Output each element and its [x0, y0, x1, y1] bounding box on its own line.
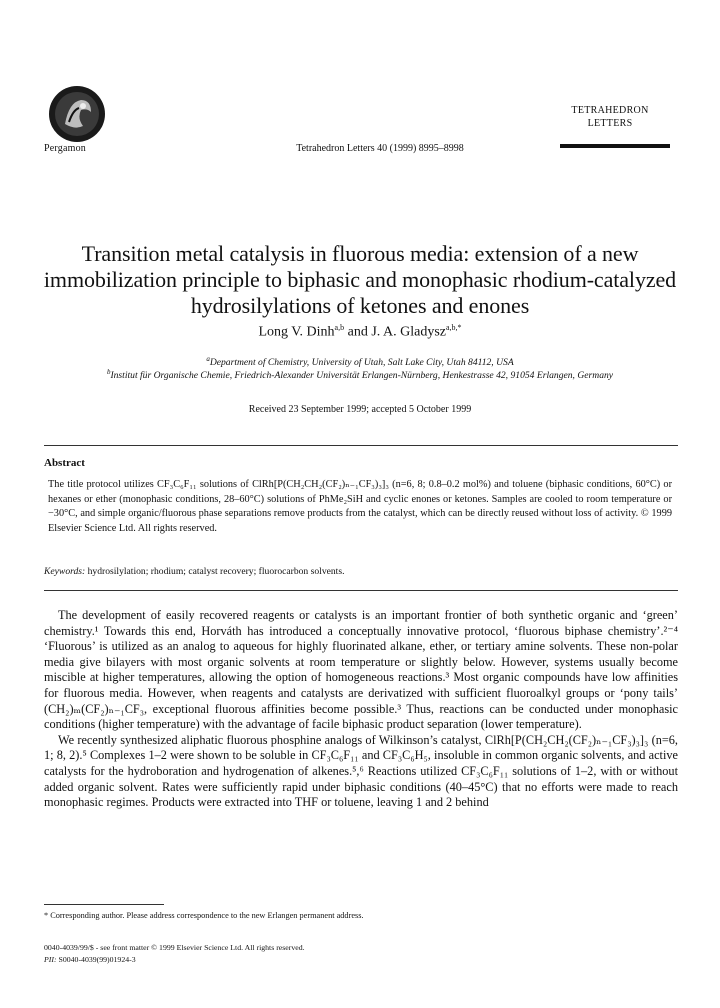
affiliation-marker: a	[206, 355, 210, 363]
journal-citation: Tetrahedron Letters 40 (1999) 8995–8998	[296, 143, 464, 154]
received-dates: Received 23 September 1999; accepted 5 October 1999	[248, 404, 472, 415]
body-paragraph: We recently synthesized aliphatic fluorous phosphine analogs of Wilkinson’s catalyst, ClRh[P(CH₂CH₂(CF₂)ₙ₋₁CF₃)₃]₃ (n=6, 1; 8, 2).⁵ Complexes 1–2 were shown to be soluble in CF₃C₆F₁₁ and CF₃C₆H₅, insoluble in common organic solvents, and active catalysts for the hydroboration and hydrogenation of alkenes.⁵,⁶ Reactions utilized CF₃C₆F₁₁ solutions of 1–2, with or without added organic solvent. Rates were sufficiently rapid under biphasic conditions (40–45°C) that no efforts were made to reach monophasic regimes. Products were extracted into THF or toluene, leaving 1 and 2 behind	[44, 732, 678, 810]
author-list	[0, 323, 720, 341]
issn-line: 0040-4039/99/$ - see front matter © 1999 Elsevier Science Ltd. All rights reserved.	[44, 943, 305, 952]
article-body	[44, 608, 678, 811]
abstract-heading: Abstract	[44, 457, 85, 469]
pii-label: PII:	[44, 954, 57, 964]
abstract-text	[48, 478, 672, 536]
abstract-solvent: CF₃C₆F₁₁	[157, 479, 197, 490]
pii-value: S0040-4039(99)01924-3	[58, 954, 136, 964]
affiliation-b	[30, 366, 690, 382]
keywords-line	[44, 566, 674, 577]
journal-name-line1: TETRAHEDRON	[571, 105, 649, 116]
keywords-text: hydrosilylation; rhodium; catalyst recovery; fluorocarbon solvents.	[87, 566, 345, 577]
abstract-divider	[44, 590, 678, 591]
author-name: J. A. Gladysz	[371, 324, 446, 340]
journal-name-line2: LETTERS	[587, 118, 633, 129]
elsevier-logo	[47, 84, 107, 144]
abstract-text-start: The title protocol utilizes	[48, 479, 158, 490]
affiliation-marker: b	[106, 368, 111, 376]
corresponding-author-footnote: * Corresponding author. Please address correspondence to the new Erlangen permanent address.	[44, 911, 364, 920]
author-name: Long V. Dinh	[258, 324, 335, 340]
author-affiliation-marker: a,b,*	[446, 323, 462, 332]
keywords-label: Keywords:	[44, 566, 86, 577]
journal-name	[550, 104, 670, 130]
journal-bar-divider	[560, 144, 670, 148]
body-paragraph: The development of easily recovered reagents or catalysts is an important frontier of both synthetic organic and ‘green’ chemistry.¹ Towards this end, Horváth has introduced a conceptually innovative protocol, ‘fluorous biphase chemistry’.²⁻⁴ ‘Fluorous’ is utilized as an analog to aqueous for highly fluorinated alkane, ether, or tertiary amine solvents. These non-polar media give bilayers with most organic solvents at room temperature or slightly below. However, systems usually become miscible at higher temperatures, allowing the option of homogeneous reactions.³ Most organic compounds have low affinities for fluorous media. However, when reagents and catalysts are derivatized with sufficient fluoroalkyl groups or ‘pony tails’ (CH₂)ₘ(CF₂)ₙ₋₁CF₃, exceptional fluorous affinities become possible.³ Thus, reactions can be conducted under monophasic conditions (higher temperature) with the advantage of facile biphasic product separation (lower temperature).	[44, 608, 678, 732]
author-conjunction: and	[347, 324, 368, 340]
affiliation-text: Department of Chemistry, University of Utah, Salt Lake City, Utah 84112, USA	[209, 357, 514, 369]
article-title: Transition metal catalysis in fluorous media: extension of a new immobilization principle to biphasic and monophasic rhodium-catalyzed hydrosilylations of ketones and enones	[43, 241, 677, 318]
affiliation-text: Institut für Organische Chemie, Friedrich-Alexander Universität Erlangen-Nürnberg, Henkestrasse 42, 91054 Erlangen, Germany	[110, 370, 614, 382]
abstract-text-rest: solutions of ClRh[P(CH₂CH₂(CF₂)ₙ₋₁CF₃)₃]₃ (n=6, 8; 0.8–0.2 mol%) and toluene (biphasic conditions, 60°C) or hexanes or ether (monophasic conditions, 28–60°C) solutions of PhMe₂SiH and cyclic enones or ketones. Samples are cooled to room temperature or −30°C, and simple organic/fluorous phase separations remove products from the catalyst, which can be directly reused without loss of activity. © 1999 Elsevier Science Ltd. All rights reserved.	[48, 479, 673, 534]
author-affiliation-marker: a,b	[334, 323, 345, 332]
pii-line	[44, 954, 305, 966]
footnote-divider	[44, 904, 164, 905]
top-divider	[44, 445, 678, 446]
copyright-block	[44, 942, 305, 965]
publisher-name: Pergamon	[44, 143, 86, 154]
